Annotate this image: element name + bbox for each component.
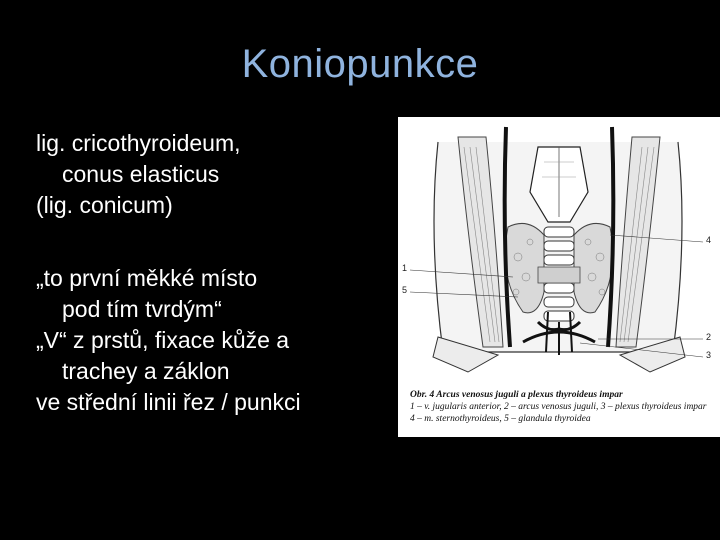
slide-body [36,128,386,418]
anatomy-figure [398,117,720,437]
figure-label-3: 3 [706,350,712,360]
body-line-4: „to první měkké místo [36,265,258,291]
figure-caption [410,389,720,425]
figure-caption-line-2: 4 – m. sternothyroideus, 5 – glandula thyroidea [410,414,591,424]
slide-title: Koniopunkce [241,42,479,86]
figure-label-2: 2 [706,332,712,342]
body-line-5: pod tím tvrdým“ [62,296,222,322]
body-line-2: conus elasticus [62,161,220,187]
body-line-6: „V“ z prstů, fixace kůže a [36,327,290,353]
figure-label-4: 4 [706,235,712,245]
figure-label-5: 5 [402,285,408,295]
body-line-7: trachey a záklon [62,358,230,384]
figure-caption-line-1: 1 – v. jugularis anterior, 2 – arcus venosus juguli, 3 – plexus thyroideus impar [410,402,707,412]
body-line-1: lig. cricothyroideum, [36,130,241,156]
figure-caption-title: Obr. 4 Arcus venosus juguli a plexus thyroideus impar [410,390,623,400]
body-line-3: (lig. conicum) [36,192,173,218]
figure-label-1: 1 [402,263,408,273]
anatomy-illustration [398,117,720,387]
body-line-8: ve střední linii řez / punkci [36,389,301,415]
